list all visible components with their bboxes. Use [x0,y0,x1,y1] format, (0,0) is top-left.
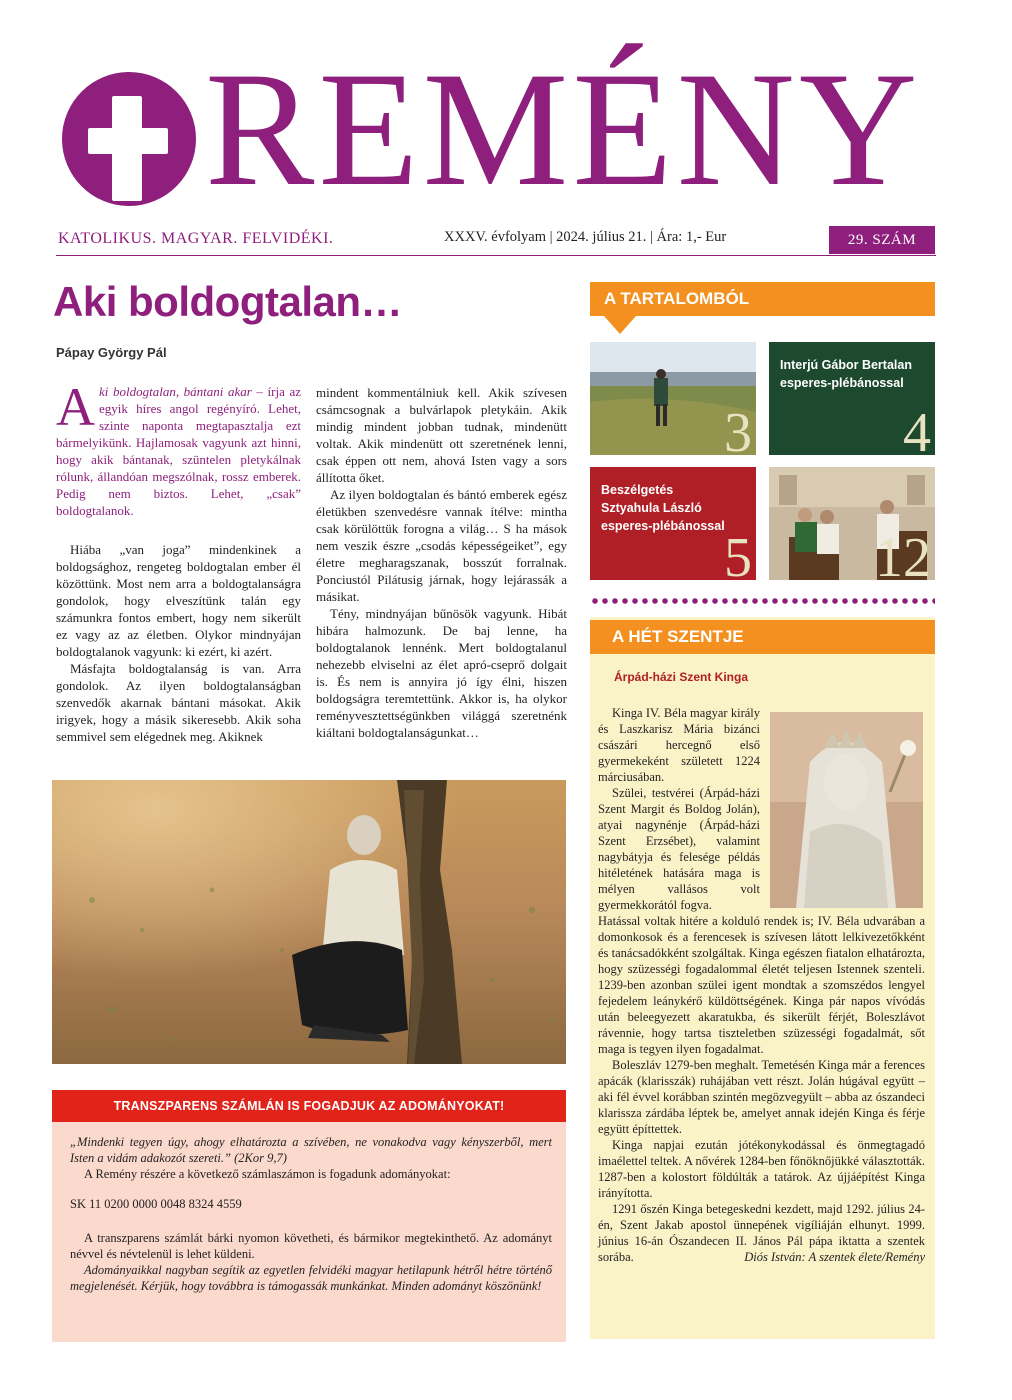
saint-source: Diós István: A szentek élete/Remény [744,1250,925,1264]
article-lead [56,377,301,519]
article-column-1 [56,541,301,745]
lead-italic: ki boldogtalan, bántani akar [99,384,252,399]
issue-info: XXXV. évfolyam | 2024. július 21. | Ára: 1,- Eur [444,229,727,245]
teaser-page-5[interactable] [590,467,756,580]
saint-paragraph: Boleszláv 1279-ben meghalt. Temetésén Kinga már a ferences apácák (klarisszák) ruhájában vett részt. Jolán húgával együtt – aki fél évvel korábban szintén megözvegyült – abba az ószandeci klarissza zárdába léptek be, amelyet annak idején Kinga és férje együtt építtettek. [598,1058,925,1136]
article-paragraph: Az ilyen boldogtalan és bántó emberek egész életükben szenvedésre vannak ítélve: mintha csak körülöttük forogna a világ… S ha mások nem veszik észre „csodás képességeiket”, egy életre megharagszanak, bosszút forralnak. Ponciustól Pilátusig járnak, hogy lejárassák a másikat. [316,487,567,604]
saint-paragraph: Szülei, testvérei (Árpád-házi Szent Margit és Boldog Jolán), atyai nagynénje (Árpád-házi Szent Erzsébet), valamint nagybátyja és felesége példás hitéletének hatására maga is mélyen vallásos volt gyermekkorától fogva. [598,786,760,912]
saint-text [598,705,925,1265]
teaser-page-number: 12 [875,527,931,580]
article-headline: Aki boldogtalan… [53,278,402,325]
article-photo [52,780,566,1064]
teaser-page-number: 3 [724,402,752,455]
teaser-page-number: 5 [724,527,752,580]
article-column-2 [316,384,567,741]
article-paragraph: Hiába „van joga” mindenkinek a boldogsághoz, rengeteg boldogtalan ember él közöttünk. Most nem arra a boldogtalanságra gondolok, hogy elveszítünk talán egy számunkra fontos embert, hogy nem sikerült ez vagy az az életben. Olykor mindnyájan boldogtalanok vagyunk: ki ezért, ki azért. [56,542,301,659]
saint-paragraph: Kinga napjai ezután jótékonykodással és önmegtagadó imaélettel teltek. A nővérek 1284-ben főnöknőjükké választották. 1287-ben a kolostort földúlták a tatárok. Az újjáépítést Kinga irányította. [598,1138,925,1200]
article-paragraph: mindent kommentálniuk kell. Akik szívesen csámcsognak a bulvárlapok pletykáin. Akik mindig mindent jobban tudnak, mindenütt voltak. Akik mindenütt ott szeretnének lenni, csak éppen ott nem, ahová Isten vagy a sors állította őket. [316,385,567,485]
donation-quote: „Mindenki tegyen úgy, ahogy elhatározta a szívében, ne vonakodva vagy kényszerből, mert Isten a vidám adakozót szereti.” [70,1135,552,1165]
donation-line-3: Adományaikkal nagyban segítik az egyetlen felvidéki magyar hetilapunk hétről hétre történő megjelenését. Kérjük, hogy továbbra is támogassák munkánkat. Minden adományt köszönünk! [70,1263,552,1293]
donation-heading: TRANSZPARENS SZÁMLÁN IS FOGADJUK AZ ADOMÁNYOKAT! [52,1090,566,1122]
cross-logo-horizontal [88,128,168,154]
teaser-page-3[interactable] [590,342,756,455]
drop-cap: A [56,377,95,437]
contents-heading-arrow [604,316,636,334]
lead-text: – írja az egyik híres angol regényíró. Lehet, szinte naponta megtapasztalja ezt bármelyikünk. Hajlamosak vagyunk azt hinni, hogy akik bántanak, szüntelen pletykálnak rólunk, állandóan megszólnak, rossz emberek. Pedig nem biztos. Lehet, „csak” boldogtalanok. [56,384,301,518]
masthead-tagline: KATOLIKUS. MAGYAR. FELVIDÉKI. [58,230,334,247]
donation-line-2: A transzparens számlát bárki nyomon követheti, és bármikor megtekinthető. Az adományt névvel és névtelenül is lehet küldeni. [70,1231,552,1261]
teaser-label: Beszélgetés Sztyahula László esperes-plébánossal [601,483,725,533]
masthead-divider [56,255,936,256]
issue-number-badge: 29. SZÁM [829,226,935,254]
donation-quote-ref: (2Kor 9,7) [230,1151,287,1165]
donation-account: SK 11 0200 0000 0048 8324 4559 [70,1197,242,1211]
saint-name: Árpád-házi Szent Kinga [614,670,749,684]
saint-heading: A HÉT SZENTJE [590,620,935,654]
saint-paragraph [598,1201,925,1265]
saint-paragraph-text: 1291 őszén Kinga betegeskedni kezdett, majd 1292. július 24-én, Szent Jakab apostol ünnepének vigíliáján elhunyt. 1999. június 16-án Ószandecen II. János Pál pápa iktatta a szentek sorába. [598,1202,925,1264]
teaser-page-12[interactable] [769,467,935,580]
saint-paragraph: Hatással voltak hitére a kolduló rendek is; IV. Béla udvarában a domonkosok és a ferencesek is szívesen látott lelkivezetőkként és tanácsadókként szolgáltak. Kinga egészen fiatalon elhatározta, hogy szüzességi fogadalommal életét teljesen Istennek szenteli. 1239-ben azonban szülei igent mondtak a szomszédos lengyel fejedelem leánykérő küldöttségének. Kinga pár napos vívódás után beleegyezett akaratukba, és sikerült férjét, Boleszlávot rávennie, hogy tartsa tiszteletben szüzességi fogadalmát, sőt maga is tegyen ilyen fogadalmat. [598,914,925,1056]
dotted-divider [590,597,935,605]
teaser-label: Interjú Gábor Bertalan esperes-plébánossal [780,358,912,390]
donation-line-1: A Remény részére a következő számlaszámon is fogadunk adományokat: [84,1167,451,1181]
saint-paragraph: Kinga IV. Béla magyar király és Laszkarisz Mária bizánci császári hercegnő első gyermekeként született 1224 márciusában. [598,706,760,784]
teaser-page-4[interactable] [769,342,935,455]
article-paragraph: Másfajta boldogtalanság is van. Arra gondolok. Az ilyen boldogtalanságban szenvedők akarnak bántani másokat. Akik irigyek, hogy a másik sikeresebb. Akik soha semmivel sem elégednek meg. Akiknek [56,661,301,744]
donation-text [70,1134,552,1294]
teaser-page-number: 4 [903,402,931,455]
masthead-title: REMÉNY [205,39,922,220]
contents-heading: A TARTALOMBÓL [590,282,935,316]
article-byline: Pápay György Pál [56,345,167,360]
article-paragraph: Tény, mindnyájan bűnösök vagyunk. Hibát hibára halmozunk. De baj lenne, ha boldogtalanok lennénk. Mert boldogtalanul nehezebb elviselni az élet apró-cseprő dolgait is. És nem is annyira jó így élni, hiszen boldogságra teremtettünk. Akkor is, ha olykor reményvesztettségünkben világgá szeretnénk kiáltani boldogtalanságunkat… [316,606,567,740]
